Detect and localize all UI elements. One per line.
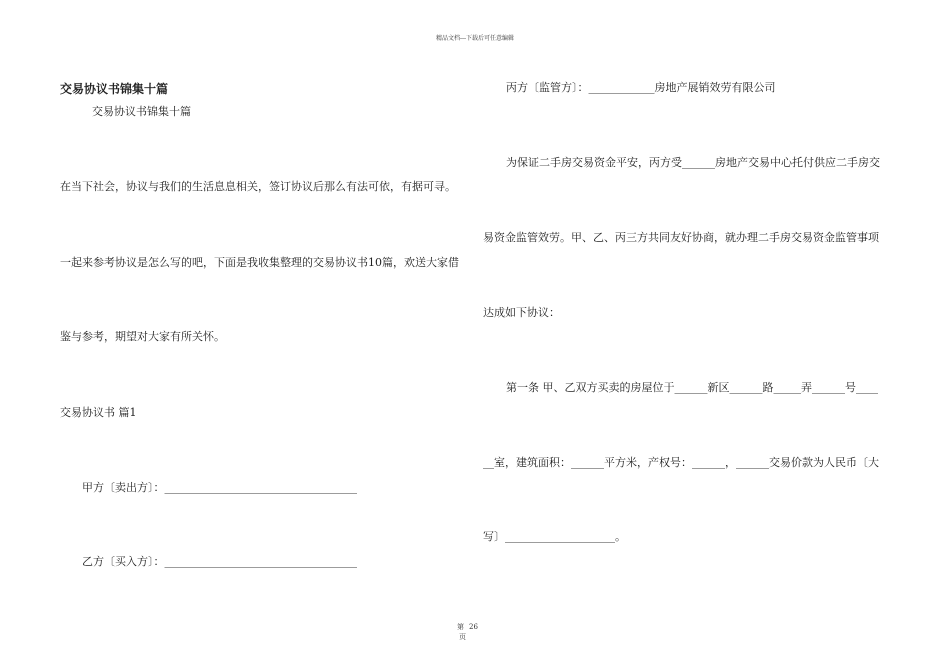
document-subtitle: 交易协议书锦集十篇 <box>92 105 191 118</box>
page-label-bottom: 页 <box>459 633 466 641</box>
document-title: 交易协议书锦集十篇 <box>60 82 169 96</box>
clause-line-1: 为保证二手房交易资金平安，丙方受______房地产交易中心托付供应二手房交 <box>506 156 880 169</box>
section-heading: 交易协议书 篇1 <box>60 406 137 419</box>
party-b-line: 乙方〔买入方〕：___________________________________ <box>82 555 357 568</box>
paragraph-1: 在当下社会，协议与我们的生活息息相关，签订协议后那么有法可依，有据可寻。 <box>60 180 456 193</box>
clause-line-3: 达成如下协议： <box>483 306 560 319</box>
paragraph-2: 一起来参考协议是怎么写的吧，下面是我收集整理的交易协议书10篇，欢送大家借 <box>60 256 459 269</box>
party-a-line: 甲方〔卖出方〕：___________________________________ <box>82 481 357 494</box>
clause-line-4: 第一条 甲、乙双方买卖的房屋位于______新区______路_____弄______号____ <box>506 381 878 394</box>
party-c-line: 丙方〔监管方〕：____________房地产展销效劳有限公司 <box>506 81 776 94</box>
page-label-top: 第 <box>457 623 464 631</box>
paragraph-3: 鉴与参考，期望对大家有所关怀。 <box>60 330 225 343</box>
page-header: 精品文档---下载后可任意编辑 <box>435 35 515 42</box>
clause-line-5: __室，建筑面积：______平方米，产权号：______，______交易价款为人民币〔大 <box>483 456 879 469</box>
page-number: 26 <box>469 623 478 631</box>
clause-line-2: 易资金监管效劳。甲、乙、丙三方共同友好协商，就办理二手房交易资金监管事项 <box>483 231 879 244</box>
clause-line-6: 写〕____________________。 <box>483 530 626 543</box>
